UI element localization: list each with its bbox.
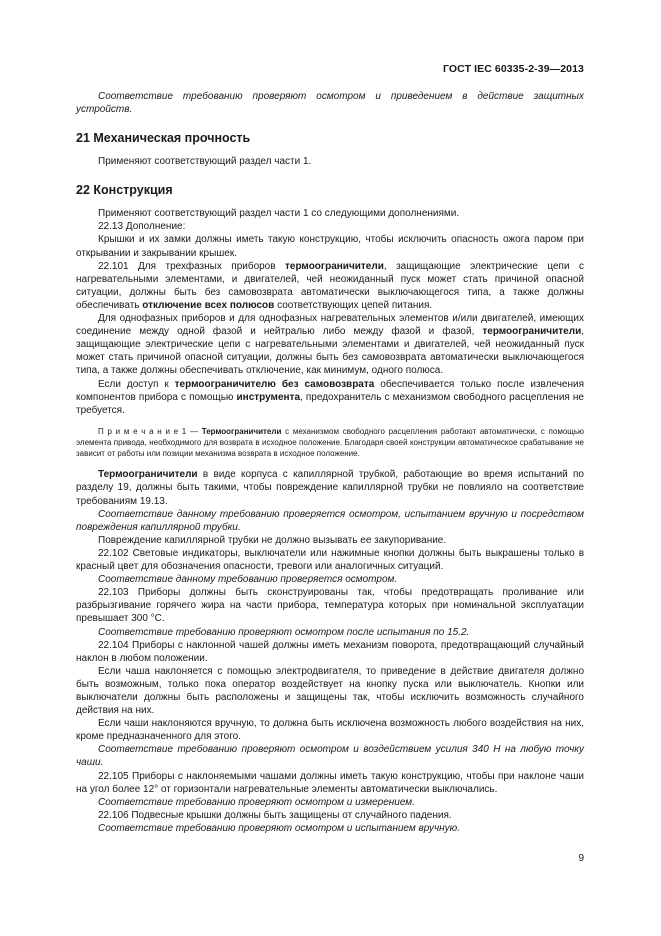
clause-22-102: 22.102 Световые индикаторы, выключатели или нажимные кнопки должны быть выкрашены только в красный цвет для обозначения опасности, тревоги или аналогичных ситуаций. — [76, 547, 584, 573]
clause-22-101: 22.101 Для трехфазных приборов термоограничители, защищающие электрические цепи с нагревательными элементами, и двигателей, чей неожиданный пуск может стать причиной опасной ситуации, должны быть без самовозврата автоматически выключающегося типа, а также должны обеспечивать отключение всех полюсов соответствующих цепей питания. — [76, 260, 584, 311]
section-21-title: 21 Механическая прочность — [76, 131, 251, 146]
clause-22-106-check: Соответствие требованию проверяют осмотром и испытанием вручную. — [98, 822, 460, 834]
clause-22-105-check: Соответствие требованию проверяют осмотром и измерением. — [98, 796, 415, 808]
page-content — [76, 90, 584, 835]
section-21-text: Применяют соответствующий раздел части 1. — [98, 156, 312, 168]
clause-22-105: 22.105 Приборы с наклоняемыми чашами должны иметь такую конструкцию, чтобы при наклоне чаши на угол более 12° от горизонтали нагревательные элементы автоматически выключались. — [76, 770, 584, 795]
clause-capillary: Термоограничители в виде корпуса с капиллярной трубкой, работающие во время испытаний по разделу 19, должны быть такими, чтобы повреждение капиллярной трубки не повлияло на соответствие требованиям 19.13. — [76, 469, 584, 507]
note-1: П р и м е ч а н и е 1 — Термоограничители с механизмом свободного расцепления работают автоматически, с помощью элемента привода, необходимого для возврата в исходное положение. Благодаря своей конструкции автоматическое срабатывание не зависит от работы или позиции механизма возврата в исходное положение. — [76, 426, 585, 459]
clause-22-101-single-phase: Для однофазных приборов и для однофазных нагревательных элементов и/или двигателей, имеющих соединение между одной фазой и нейтралью либо между фазой и фазой, термоограничители, защищающие электрические цепи с нагревательными элементами и двигателей, чей неожиданный пуск может стать причиной опасной ситуации, должны быть без самовозврата автоматически выключающегося типа, а также должны обеспечивать отключение, как минимум, одного полюса. — [76, 313, 584, 377]
section-22-title: 22 Конструкция — [76, 183, 173, 198]
clause-22-103-check: Соответствие требованию проверяют осмотром после испытания по 15.2. — [98, 626, 470, 638]
clause-22-102-check: Соответствие данному требованию проверяется осмотром. — [98, 574, 398, 586]
clause-capillary-check: Соответствие данному требованию проверяется осмотром, испытанием вручную и посредством повреждения капиллярной трубки. — [76, 508, 584, 533]
clause-22-104: 22.104 Приборы с наклонной чашей должны иметь механизм поворота, предотвращающий случайный наклон в любом положении. — [76, 639, 584, 664]
clause-22-103: 22.103 Приборы должны быть сконструированы так, чтобы предотвращать проливание или разбрызгивание горячего жира на части прибора, температура которых при номинальной эксплуатации превышает 300 °С. — [76, 587, 584, 625]
clause-22-13-heading: 22.13 Дополнение: — [98, 221, 186, 233]
clause-22-104-motor: Если чаша наклоняется с помощью электродвигателя, то приведение в действие двигателя должно быть возможным, только пока оператор воздействует на кнопку пуска или выключатель. Кнопки или выключатели должны быть расположены и защищены так, чтобы исключить возможность случайного действия на них. — [76, 665, 584, 717]
page-header-standard: ГОСТ IEC 60335-2-39—2013 — [442, 63, 584, 75]
clause-22-13-text: Крышки и их замки должны иметь такую конструкцию, чтобы исключить опасность ожога паром при открывании и закрывании крышек. — [76, 234, 584, 259]
page-number: 9 — [578, 853, 584, 864]
clause-22-101-access: Если доступ к термоограничителю без самовозврата обеспечивается только после извлечения компонентов прибора с помощью инструмента, предохранитель с механизмом свободного расцепления не требуется. — [76, 378, 584, 416]
intro-compliance: Соответствие требованию проверяют осмотром и приведением в действие защитных устройств. — [76, 91, 584, 116]
clause-22-104-manual: Если чаши наклоняются вручную, то должна быть исключена возможность любого воздействия на них, кроме предназначенного для этого. — [76, 718, 584, 743]
clause-22-104-check: Соответствие требованию проверяют осмотром и воздействием усилия 340 Н на любую точку чаши. — [76, 744, 584, 769]
section-22-text: Применяют соответствующий раздел части 1 со следующими дополнениями. — [98, 208, 460, 220]
clause-capillary-blocking: Повреждение капиллярной трубки не должно вызывать ее закупоривание. — [98, 534, 447, 546]
clause-22-106: 22.106 Подвесные крышки должны быть защищены от случайного падения. — [98, 809, 452, 821]
